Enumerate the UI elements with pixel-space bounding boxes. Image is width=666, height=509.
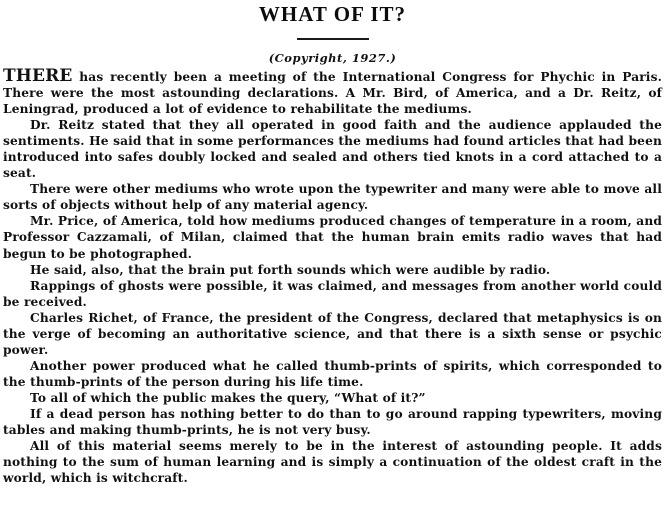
paragraph-reitz: Dr. Reitz stated that they all operated in good faith and the audience applauded the sentiments. He said that in some performances the mediums had found articles that had been introduced into safes doubly locked and sealed and others tied knots in a cord attached to a seat. <box>3 118 662 181</box>
lead-paragraph <box>3 68 662 117</box>
copyright-line: (Copyright, 1927.) <box>268 51 397 65</box>
paragraph-price: Mr. Price, of America, told how mediums produced changes of temperature in a room, and Professor Cazzamali, of Milan, claimed that the human brain emits radio waves that had begun to be photographed. <box>3 214 662 261</box>
paragraph-richet: Charles Richet, of France, the president of the Congress, declared that metaphysics is on the verge of becoming an authoritative science, and that there is a sixth sense or psychic power. <box>3 310 662 357</box>
paragraph-radio: He said, also, that the brain put forth sounds which were audible by radio. <box>30 262 551 277</box>
paragraph-dead-person: If a dead person has nothing better to do than to go around rapping typewriters, moving tables and making thumb-prints, he is not very busy. <box>3 406 662 438</box>
paragraph-rappings: Rappings of ghosts were possible, it was claimed, and messages from another world could be received. <box>3 278 662 309</box>
paragraph-query: To all of which the public makes the query, “What of it?” <box>30 390 426 405</box>
article-body <box>3 68 662 486</box>
paragraph-thumbprints: Another power produced what he called thumb-prints of spirits, which corresponded to the thumb-prints of the person during his life time. <box>3 358 662 389</box>
paragraph-typewriter: There were other mediums who wrote upon the typewriter and many were able to move all sorts of objects without help of any material agency. <box>3 182 662 213</box>
lead-first-word: THERE <box>3 66 73 86</box>
lead-text: has recently been a meeting of the International Congress for Phychic in Paris. There were the most astounding declarations. A Mr. Bird, of America, and a Dr. Reitz, of Leningrad, produced a lot of evidence to rehabilitate the mediums. <box>3 70 662 117</box>
headline-rule <box>297 38 369 40</box>
headline: WHAT OF IT? <box>258 2 407 26</box>
paragraph-conclusion: All of this material seems merely to be in the interest of astounding people. It adds nothing to the sum of human learning and is simply a continuation of the oldest craft in the world, which is witchcraft. <box>3 439 662 486</box>
